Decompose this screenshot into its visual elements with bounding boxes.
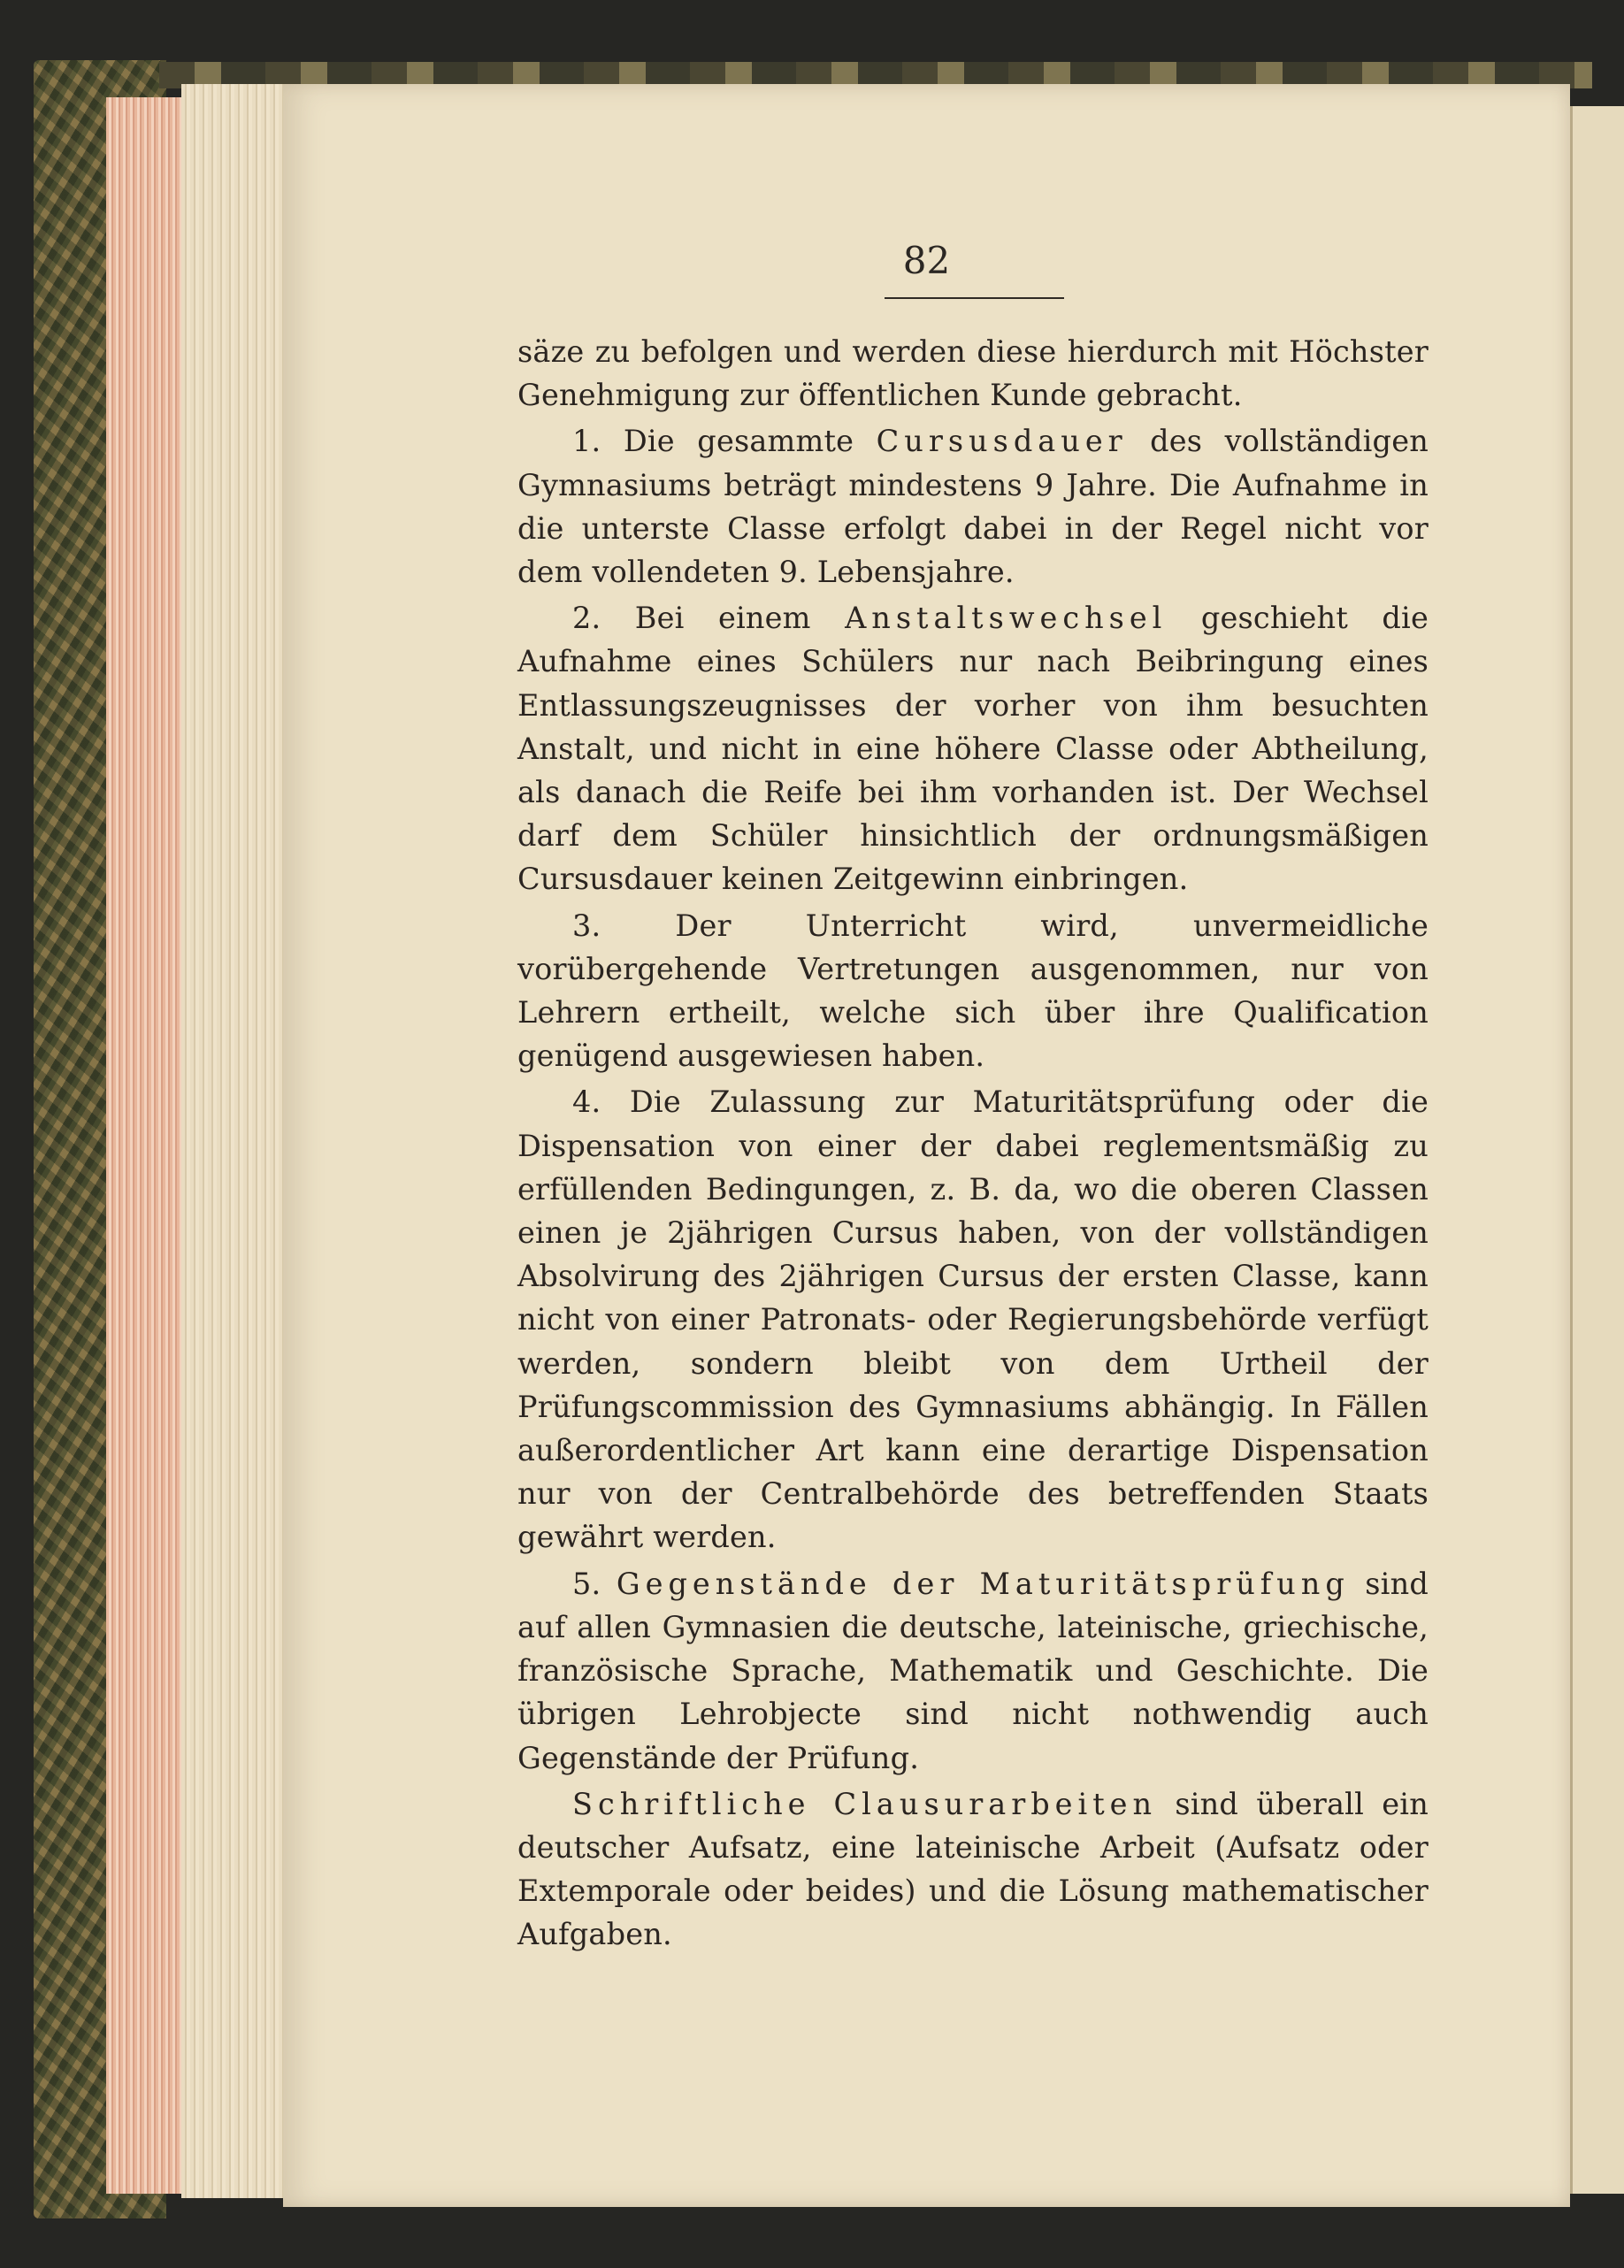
paragraph-text: geschieht die Aufnahme eines Schülers nur nach Beibringung eines Entlassungszeugnisses der vorher von ihm besuchten Anstalt, und nicht in eine höhere Classe oder Abtheilung, als danach die Reife bei ihm vorhanden ist. Der Wechsel darf dem Schüler hinsichtlich der ordnungsmäßigen Cursusdauer keinen Zeitgewinn einbringen.: [517, 601, 1429, 897]
page-number-rule: [885, 297, 1064, 299]
book-page: [283, 84, 1570, 2207]
page-stack: [181, 84, 287, 2198]
paragraph: [517, 330, 1429, 417]
page-body: [517, 330, 1429, 1957]
facing-page-edge: [1570, 106, 1624, 2194]
emphasized-term: Schriftliche Clausurarbeiten: [572, 1786, 1158, 1821]
paragraph-text: des vollständigen Gymnasiums beträgt mindestens 9 Jahre. Die Aufnahme in die unterste Classe erfolgt dabei in der Regel nicht vor dem vollendeten 9. Lebensjahre.: [517, 424, 1429, 590]
paragraph-text: sind auf allen Gymnasien die deutsche, lateinische, griechische, französische Sprache, Mathematik und Geschichte. Die übrigen Lehrobjecte sind nicht nothwendig auch Gegenstände der Prüfung.: [517, 1566, 1429, 1775]
page-number: 82: [902, 239, 951, 282]
paragraph-text: 3. Der Unterricht wird, unvermeidliche vorübergehende Vertretungen ausgenommen, nur von Lehrern ertheilt, welche sich über ihre Qualification genügend ausgewiesen haben.: [517, 908, 1429, 1074]
paragraph: [517, 1080, 1429, 1559]
paragraph-text: säze zu befolgen und werden diese hierdurch mit Höchster Genehmigung zur öffentlichen Kunde gebracht.: [517, 334, 1429, 413]
paragraph-text: 2. Bei einem: [572, 601, 846, 636]
paragraph-text: 5.: [572, 1566, 617, 1601]
paragraph: [517, 1562, 1429, 1780]
paragraph-text: sind überall ein deutscher Aufsatz, eine lateinische Arbeit (Aufsatz oder Extemporale oder beides) und die Lösung mathematischer Aufgaben.: [517, 1786, 1429, 1952]
page-edges: [106, 97, 190, 2194]
paragraph-text: 4. Die Zulassung zur Maturitätsprüfung oder die Dispensation von einer der dabei reglementsmäßig zu erfüllenden Bedingungen, z. B. da, wo die oberen Classen einen je 2jährigen Cursus haben, von der vollständigen Absolvirung des 2jährigen Cursus der ersten Classe, kann nicht von einer Patronats- oder Regierungsbehörde verfügt werden, sondern bleibt von dem Urtheil der Prüfungscommission des Gymnasiums abhängig. In Fällen außerordentlicher Art kann eine derartige Dispensation nur von der Centralbehörde des betreffenden Staats gewährt werden.: [517, 1084, 1429, 1555]
emphasized-term: Cursusdauer: [876, 424, 1128, 459]
paragraph: [517, 904, 1429, 1078]
paragraph-text: 1. Die gesammte: [572, 424, 877, 459]
paragraph: [517, 419, 1429, 594]
emphasized-term: Gegenstände der Maturitätsprüfung: [616, 1566, 1350, 1601]
paragraph: [517, 1782, 1429, 1957]
paragraph: [517, 596, 1429, 900]
emphasized-term: Anstaltswechsel: [845, 601, 1168, 636]
